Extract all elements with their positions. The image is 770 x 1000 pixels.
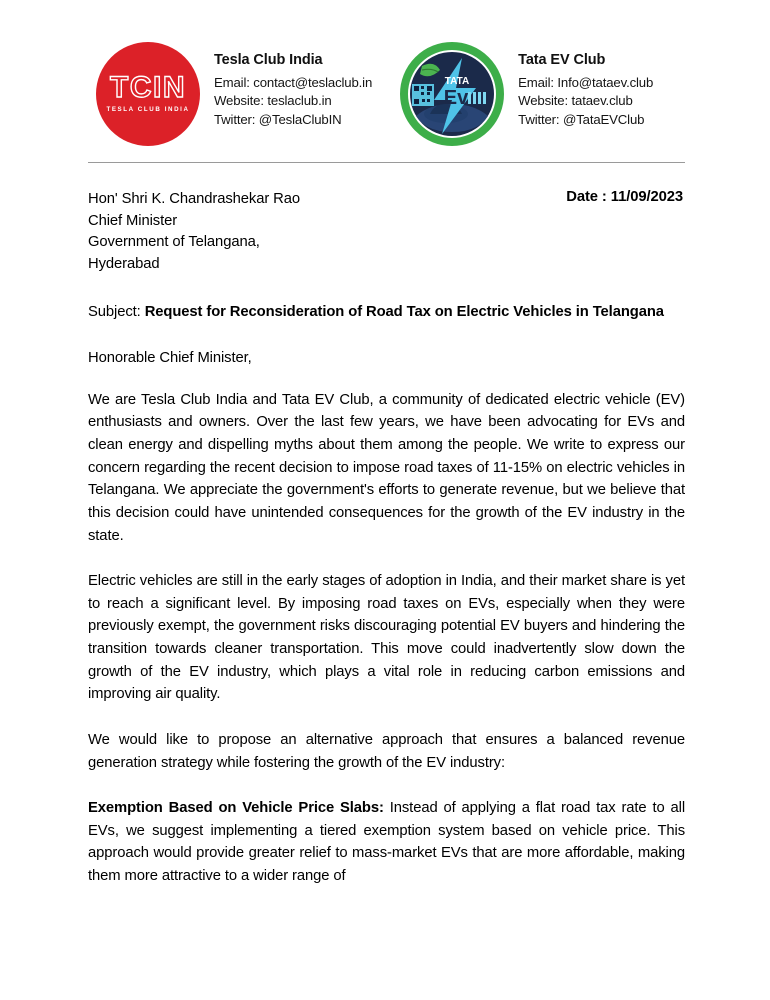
org-twitter: Twitter: @TeslaClubIN	[214, 112, 342, 128]
recipient-name: Hon' Shri K. Chandrashekar Rao	[88, 191, 301, 207]
body-paragraph-1: We are Tesla Club India and Tata EV Club, a community of dedicated electric vehicle (EV) enthusiasts and owners. Over the last few years, we have been advocating for EVs and clean energy and dispelling myths about them among the people. We write to express our concern regarding the recent decision to impose road taxes of 11-15% on electric vehicles in Telangana. We appreciate the government's efforts to generate revenue, but we believe that this decision could have unintended consequences for the growth of the EV industry in the state.	[88, 391, 685, 544]
recipient-organization: Government of Telangana,	[88, 234, 260, 251]
svg-text:TATA: TATA	[444, 76, 470, 87]
svg-text:Ev: Ev	[443, 87, 469, 109]
org-email: Email: Info@tataev.club	[518, 74, 654, 90]
address-date-row	[88, 189, 685, 275]
org-name: Tesla Club India	[214, 52, 323, 68]
org-contact-tesla-club-india	[214, 42, 372, 130]
org-block-tesla-club-india	[96, 42, 372, 146]
proposal-heading: Exemption Based on Vehicle Price Slabs:	[88, 800, 384, 817]
org-website: Website: tataev.club	[518, 93, 633, 109]
recipient-city: Hyderabad	[88, 255, 160, 272]
recipient-title: Chief Minister	[88, 212, 178, 229]
tcin-logo-submark: TESLA CLUB INDIA	[106, 106, 190, 114]
tesla-club-india-logo-icon	[96, 42, 200, 146]
tata-ev-club-logo-icon	[400, 42, 504, 146]
tcin-logo-mark: TCIN	[110, 71, 186, 105]
proposal-text: Instead of applying a flat road tax rate to all EVs, we suggest implementing a tiered exemption system based on vehicle price. This approach would provide greater relief to mass-market EVs that are more affordable, making them more attractive to a wider range of	[88, 800, 686, 885]
letter-body	[0, 189, 770, 888]
body-paragraph-2: Electric vehicles are still in the early stages of adoption in India, and their market share is yet to reach a significant level. By imposing road taxes on EVs, especially when they were previously exempt, the government risks discouraging potential EV buyers and hindering the transition towards cleaner transportation. This move could inadvertently slow down the growth of the EV industry, which plays a vital role in reducing carbon emissions and improving air quality.	[88, 573, 685, 703]
org-website: Website: teslaclub.in	[214, 93, 332, 109]
body-paragraph-3: We would like to propose an alternative approach that ensures a balanced revenue generation strategy while fostering the growth of the EV industry:	[88, 731, 685, 771]
letterhead-divider	[88, 162, 685, 163]
subject-value: Request for Reconsideration of Road Tax on Electric Vehicles in Telangana	[144, 304, 664, 321]
body-paragraph-4	[88, 797, 685, 888]
org-twitter: Twitter: @TataEVClub	[518, 112, 645, 128]
org-name: Tata EV Club	[518, 52, 606, 68]
letterhead	[0, 0, 770, 146]
subject-line	[88, 301, 685, 323]
subject-label: Subject:	[88, 304, 145, 321]
org-email: Email: contact@teslaclub.in	[214, 74, 373, 90]
org-contact-tata-ev-club	[518, 42, 653, 130]
letter-date: Date : 11/09/2023	[566, 189, 683, 205]
org-block-tata-ev-club	[400, 42, 653, 146]
salutation: Honorable Chief Minister,	[88, 349, 252, 366]
recipient-address	[88, 189, 300, 275]
